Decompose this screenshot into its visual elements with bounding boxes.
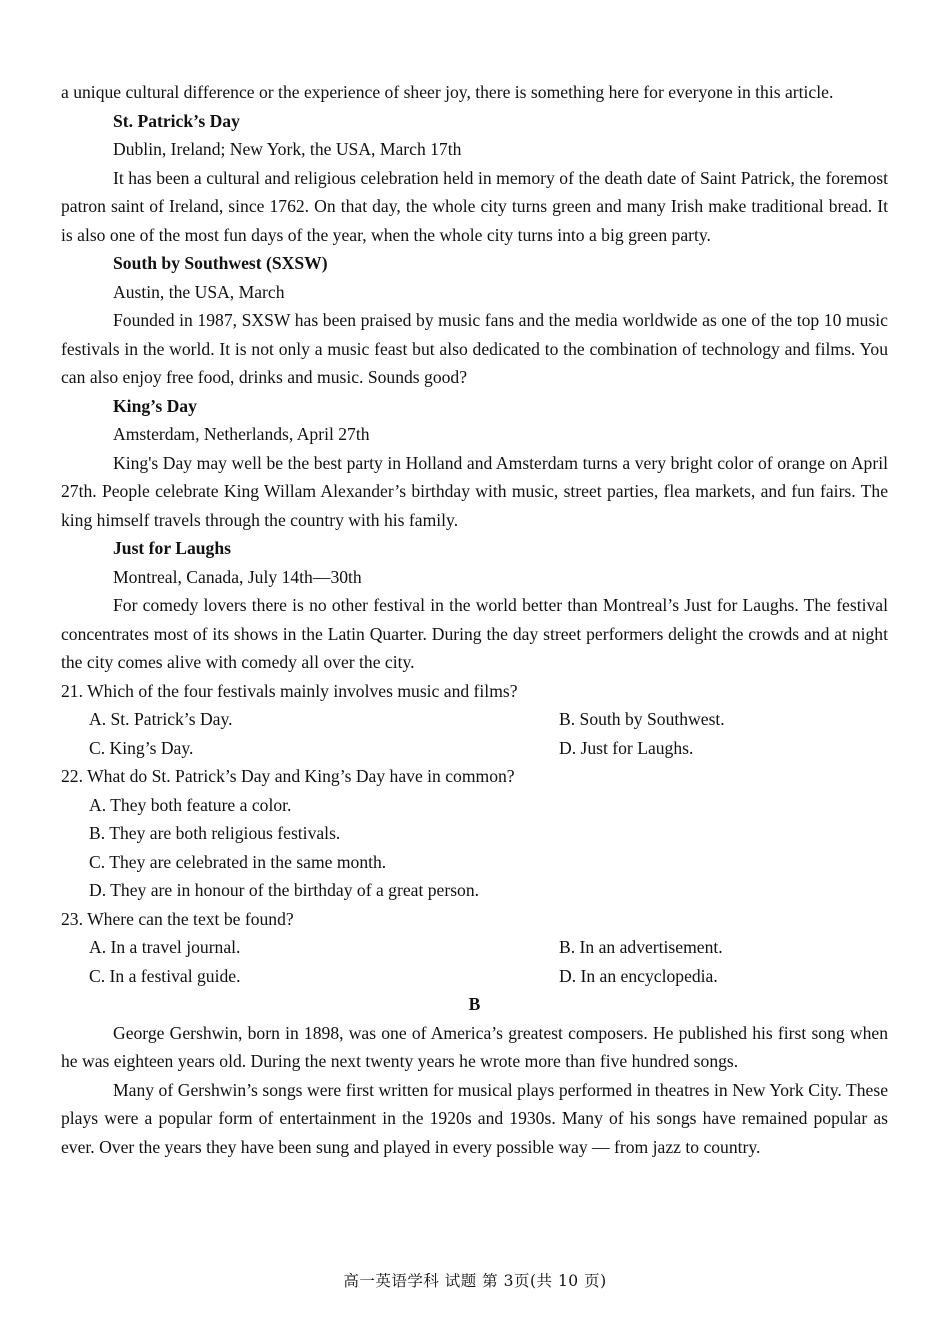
option-b: B. In an advertisement. [559, 937, 723, 957]
question-options [61, 791, 888, 905]
festival-place: Austin, the USA, March [113, 281, 285, 302]
option-a: A. St. Patrick’s Day. [89, 709, 233, 729]
option-b: B. South by Southwest. [559, 709, 725, 729]
intro-paragraph: a unique cultural difference or the experience of sheer joy, there is something here for everyone in this article. [61, 82, 834, 102]
festival-kings-day [61, 392, 888, 535]
section-b-label: B [468, 994, 481, 1014]
option-a: A. In a travel journal. [89, 937, 241, 957]
festival-description: It has been a cultural and religious celebration held in memory of the death date of Saint Patrick, the foremost patron saint of Ireland, since 1762. On that day, the whole city turns green and many Irish make traditional bread. It is also one of the most fun days of the year, when the whole city turns into a big green party. [61, 167, 888, 245]
question-21 [61, 677, 888, 763]
festival-stpatricks [61, 107, 888, 250]
festival-title: South by Southwest (SXSW) [113, 253, 328, 273]
festival-description: King's Day may well be the best party in Holland and Amsterdam turns a very bright color of orange on April 27th. People celebrate King Willam Alexander’s birthday with music, street parties, flea markets, and fun fairs. The king himself travels through the country with his family. [61, 452, 888, 530]
question-options [61, 705, 888, 762]
festival-title: Just for Laughs [113, 538, 231, 558]
festival-place: Amsterdam, Netherlands, April 27th [113, 424, 370, 444]
passage-b-paragraph: George Gershwin, born in 1898, was one of America’s greatest composers. He published his first song when he was eighteen years old. During the next twenty years he wrote more than five hundred songs. [61, 1022, 888, 1071]
festival-description: Founded in 1987, SXSW has been praised by music fans and the media worldwide as one of the top 10 music festivals in the world. It is not only a music feast but also dedicated to the combination of technology and films. You can also enjoy free food, drinks and music. Sounds good? [61, 310, 888, 387]
option-b: B. They are both religious festivals. [89, 823, 341, 843]
festival-place: Dublin, Ireland; New York, the USA, March 17th [113, 139, 462, 159]
festival-title: St. Patrick’s Day [113, 110, 240, 131]
option-c: C. They are celebrated in the same month. [89, 851, 387, 872]
festival-title: King’s Day [113, 395, 197, 416]
option-c: C. In a festival guide. [89, 965, 241, 986]
page-footer: 高一英语学科 试题 第 3页(共 10 页) [343, 1272, 607, 1290]
option-d: D. In an encyclopedia. [559, 965, 718, 986]
option-d: D. Just for Laughs. [559, 737, 694, 758]
question-22 [61, 762, 888, 905]
question-stem: 23. Where can the text be found? [61, 908, 294, 929]
question-options [61, 933, 888, 990]
festival-place: Montreal, Canada, July 14th—30th [113, 566, 362, 587]
festival-just-for-laughs [61, 534, 888, 677]
question-23 [61, 905, 888, 991]
festival-sxsw [61, 249, 888, 392]
passage-b-paragraph: Many of Gershwin’s songs were first written for musical plays performed in theatres in New York City. These plays were a popular form of entertainment in the 1920s and 1930s. Many of his songs have remained popular as ever. Over the years they have been sung and played in every possible way — from jazz to country. [61, 1079, 888, 1157]
option-c: C. King’s Day. [89, 737, 194, 758]
option-d: D. They are in honour of the birthday of a great person. [89, 880, 480, 900]
festival-description: For comedy lovers there is no other festival in the world better than Montreal’s Just for Laughs. The festival concentrates most of its shows in the Latin Quarter. During the day street performers delight the crowds and at night the city comes alive with comedy all over the city. [61, 595, 888, 672]
exam-page [61, 78, 888, 1161]
question-stem: 22. What do St. Patrick’s Day and King’s Day have in common? [61, 766, 515, 786]
question-stem: 21. Which of the four festivals mainly involves music and films? [61, 680, 518, 701]
option-a: A. They both feature a color. [89, 794, 292, 815]
